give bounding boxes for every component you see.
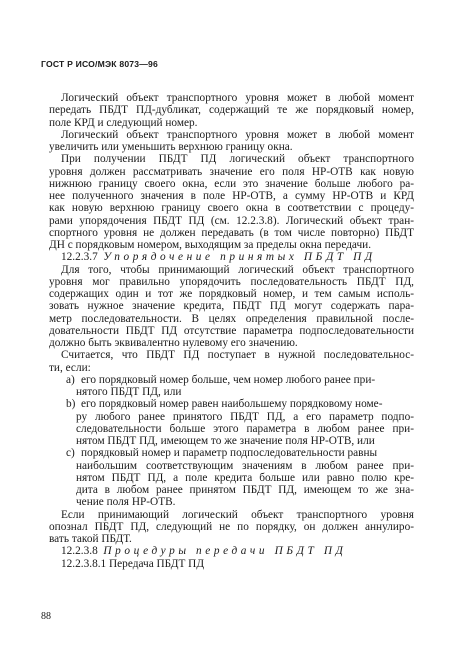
- section-number: 12.2.3.8: [61, 545, 98, 558]
- subsection-heading-12-2-3-8-1: 12.2.3.8.1 Передача ПБДТ ПД: [61, 557, 205, 570]
- text-line: передать ПБДТ ПД-дубликат, содержащий те же порядковый номер,: [49, 104, 414, 117]
- section-heading-12-2-3-8: [49, 545, 414, 557]
- text-line: нятом ПБДТ ПД, а поле кредита больше или равно полю кре-: [76, 471, 414, 484]
- text-line: спортного уровня не должен передавать (в том числе повторно) ПБДТ: [49, 226, 414, 239]
- document-header: ГОСТ Р ИСО/МЭК 8073—96: [41, 59, 159, 69]
- text-line: Логический объект транспортного уровня может в любой момент: [61, 128, 414, 141]
- text-line: как новую верхнюю границу своего окна в соответствии с процеду-: [49, 202, 414, 215]
- text-line: ру любого ранее принятого ПБДТ ПД, а его параметр подпо-: [76, 410, 414, 423]
- text-line: Для того, чтобы принимающий логический объект транспортного: [61, 263, 414, 276]
- text-line: ти, если:: [49, 361, 91, 374]
- text-line: вать такой ПБДТ.: [49, 533, 132, 545]
- text-line: метр последовательности. В целях определения правильной после-: [49, 312, 414, 325]
- text-line: рами упорядочения ПБДТ ПД (см. 12.2.3.8). Логический объект тран-: [49, 214, 414, 227]
- list-text: его порядковый номер равен наибольшему порядковому номе-: [81, 398, 383, 411]
- list-marker: c): [66, 447, 75, 460]
- text-line: уровня мог правильно упорядочить последовательность ПБДТ ПД,: [49, 275, 414, 288]
- section-number: 12.2.3.7: [61, 251, 98, 264]
- text-line: опознал ПБДТ ПД, следующий не по порядку, он должен аннулиро-: [49, 520, 414, 533]
- list-item-a: [49, 374, 414, 386]
- text-line: Если принимающий логический объект транспортного уровня: [61, 508, 414, 521]
- list-marker: a): [66, 373, 75, 386]
- text-line: Логический объект транспортного уровня может в любой момент: [61, 92, 414, 104]
- text-line: Считается, что ПБДТ ПД поступает в нужной последовательнос-: [61, 349, 414, 362]
- text-line: следовательности больше этого параметра в любом ранее при-: [76, 422, 414, 435]
- text-line: поле КРД и следующий номер.: [49, 116, 198, 129]
- section-heading-12-2-3-7: [49, 251, 414, 263]
- list-marker: b): [66, 398, 76, 411]
- list-text: порядковый номер и параметр подпоследовательности равны: [81, 447, 378, 460]
- text-line: содержащих один и тот же порядковый номер, и тем самым исполь-: [49, 288, 414, 300]
- text-line: чение поля НР-ОТВ.: [76, 496, 176, 509]
- list-item-c: [49, 447, 414, 459]
- text-line: ДН с порядковым номером, выходящим за пределы окна передачи.: [49, 239, 372, 251]
- page-number: 88: [41, 611, 51, 622]
- list-item-b: [49, 398, 414, 410]
- list-text: его порядковый номер больше, чем номер любого ранее при-: [81, 373, 376, 386]
- section-title: Процедуры передачи ПБДТ ПД: [103, 545, 347, 558]
- text-line: При получении ПБДТ ПД логический объект транспортного: [61, 153, 414, 166]
- text-line: довательности ПБДТ ПД отсутствие параметра подпоследовательности: [49, 324, 414, 337]
- text-line: увеличить или уменьшить верхнюю границу окна.: [49, 141, 293, 153]
- text-line: уровня должен рассматривать значение его поля НР-ОТВ как новую: [49, 165, 414, 178]
- text-line: нее полученного значения в поле НР-ОТВ, а сумму НР-ОТВ и КРД: [49, 190, 414, 202]
- text-line: дита в любом ранее принятом ПБДТ ПД, имеющем то же зна-: [76, 484, 414, 496]
- text-line: должно быть эквивалентно нулевому его значению.: [49, 337, 298, 349]
- text-line: зовать нужное значение кредита, ПБДТ ПД могут содержать пара-: [49, 300, 414, 313]
- section-title: Упорядочение принятых ПБДТ ПД: [103, 251, 376, 264]
- text-line: нижнюю границу своего окна, если это значение больше любого ра-: [49, 177, 414, 190]
- text-line: нятом ПБДТ ПД, имеющем то же значение поля НР-ОТВ, или: [76, 435, 375, 447]
- text-line: нятого ПБДТ ПД, или: [76, 386, 182, 398]
- text-line: наибольшим соответствующим значениям в любом ранее при-: [76, 459, 414, 472]
- document-body: [49, 92, 414, 570]
